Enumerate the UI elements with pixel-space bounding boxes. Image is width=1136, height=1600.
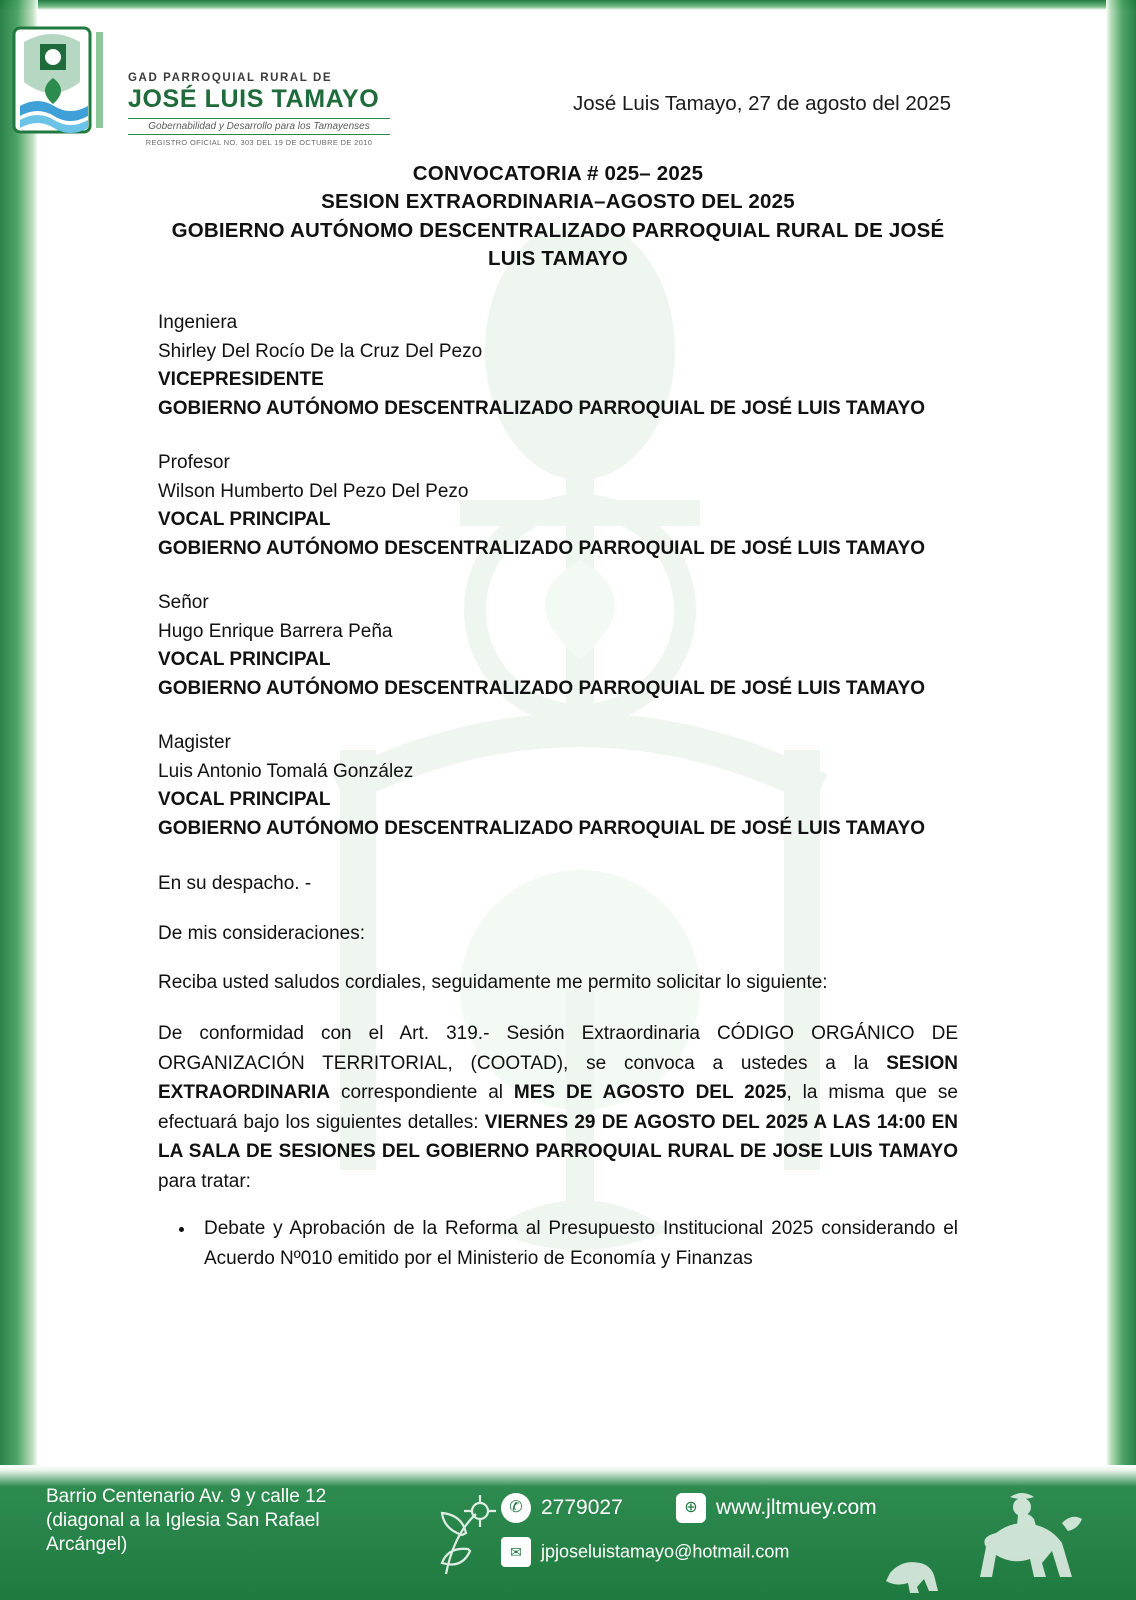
title-line-2: SESION EXTRAORDINARIA–AGOSTO DEL 2025 — [321, 190, 795, 214]
footer-address-line-3: Arcángel) — [46, 1533, 128, 1555]
footer-email[interactable] — [501, 1537, 789, 1567]
greeting-line: De mis consideraciones: — [158, 922, 365, 944]
footer-phone — [501, 1493, 623, 1523]
main-bold-1: SESION EXTRAORDINARIA — [158, 1052, 958, 1104]
addressee-list — [158, 309, 958, 843]
addressee-salutation: Magister — [158, 732, 231, 754]
document-body — [158, 160, 958, 1289]
logo-kicker: GAD PARROQUIAL RURAL DE — [128, 72, 333, 84]
addressee-organization: GOBIERNO AUTÓNOMO DESCENTRALIZADO PARROQUIAL DE JOSÉ LUIS TAMAYO — [158, 677, 926, 699]
addressee-entry — [158, 309, 958, 423]
right-border-decoration — [1106, 0, 1136, 1600]
main-text-2: correspondiente al — [330, 1082, 514, 1104]
addressee-salutation: Profesor — [158, 452, 230, 474]
agenda-list — [158, 1214, 958, 1273]
addressee-entry — [158, 589, 958, 703]
main-bold-3: VIERNES 29 DE AGOSTO DEL 2025 A LAS 14:00 EN LA SALA DE SESIONES DEL GOBIERNO PARROQUIAL RURAL DE JOSE LUIS TAMAYO — [158, 1111, 958, 1163]
addressee-role: VOCAL PRINCIPAL — [158, 649, 331, 671]
phone-icon: ✆ — [501, 1493, 531, 1523]
footer-website-text: www.jltmuey.com — [716, 1496, 877, 1519]
left-border-decoration — [0, 0, 38, 1600]
addressee-role: VICEPRESIDENTE — [158, 369, 324, 391]
globe-icon: ⊕ — [676, 1493, 706, 1523]
logo-registry: REGISTRO OFICIAL NO. 303 DEL 19 DE OCTUBRE DE 2010 — [145, 137, 373, 147]
despacho-line: En su despacho. - — [158, 873, 312, 895]
addressee-entry — [158, 729, 958, 843]
addressee-role: VOCAL PRINCIPAL — [158, 789, 331, 811]
institution-logo — [10, 22, 390, 152]
main-bold-2: MES DE AGOSTO DEL 2025 — [513, 1082, 787, 1104]
main-text-1: De conformidad con el Art. 319.- Sesión Extraordinaria CÓDIGO ORGÁNICO DE ORGANIZACIÓN TERRITORIAL, (COOTAD), se convoca a ustedes a la — [158, 1023, 958, 1074]
mail-icon: ✉ — [501, 1537, 531, 1567]
addressee-name: Shirley Del Rocío De la Cruz Del Pezo — [158, 340, 483, 362]
agenda-item: • Debate y Aprobación de la Reforma al Presupuesto Institucional 2025 considerando el Acuerdo Nº010 emitido por el Ministerio de Economía y Finanzas — [196, 1214, 958, 1273]
addressee-organization: GOBIERNO AUTÓNOMO DESCENTRALIZADO PARROQUIAL DE JOSÉ LUIS TAMAYO — [158, 537, 926, 559]
logo-title: JOSÉ LUIS TAMAYO — [128, 85, 380, 113]
footer-website[interactable] — [676, 1493, 877, 1523]
footer-address-line-1: Barrio Centenario Av. 9 y calle 12 — [46, 1486, 327, 1507]
footer-email-text: jpjoseluistamayo@hotmail.com — [541, 1541, 790, 1562]
addressee-salutation: Ingeniera — [158, 312, 238, 334]
flower-decoration-icon — [416, 1489, 506, 1579]
addressee-name: Wilson Humberto Del Pezo Del Pezo — [158, 480, 469, 502]
addressee-role: VOCAL PRINCIPAL — [158, 509, 331, 531]
logo-slogan: Gobernabilidad y Desarrollo para los Tamayenses — [128, 118, 390, 135]
main-text-4: para tratar: — [158, 1170, 251, 1192]
addressee-name: Hugo Enrique Barrera Peña — [158, 620, 393, 642]
footer-phone-text: 2779027 — [541, 1496, 623, 1519]
logo-wordmark — [128, 72, 390, 147]
main-text-3: , la misma que se efectuará bajo los siguientes detalles: — [158, 1082, 958, 1133]
addressee-organization: GOBIERNO AUTÓNOMO DESCENTRALIZADO PARROQUIAL DE JOSÉ LUIS TAMAYO — [158, 817, 926, 839]
document-title — [158, 160, 958, 273]
intro-line: Reciba usted saludos cordiales, seguidamente me permito solicitar lo siguiente: — [158, 972, 828, 993]
addressee-name: Luis Antonio Tomalá González — [158, 760, 414, 782]
footer-address — [46, 1485, 396, 1556]
title-line-1: CONVOCATORIA # 025– 2025 — [412, 162, 704, 185]
document-footer — [0, 1465, 1136, 1600]
footer-address-line-2: (diagonal a la Iglesia San Rafael — [46, 1509, 320, 1531]
horse-rider-decoration-icon — [876, 1485, 1106, 1595]
main-paragraph — [158, 1019, 958, 1196]
addressee-organization: GOBIERNO AUTÓNOMO DESCENTRALIZADO PARROQUIAL DE JOSÉ LUIS TAMAYO — [158, 397, 926, 419]
title-line-3: GOBIERNO AUTÓNOMO DESCENTRALIZADO PARROQUIAL RURAL DE JOSÉ LUIS TAMAYO — [171, 218, 945, 270]
addressee-entry — [158, 449, 958, 563]
addressee-salutation: Señor — [158, 592, 209, 614]
dateline: José Luis Tamayo, 27 de agosto del 2025 — [573, 92, 951, 115]
document-header — [0, 0, 1136, 160]
coat-of-arms-icon — [10, 22, 110, 152]
